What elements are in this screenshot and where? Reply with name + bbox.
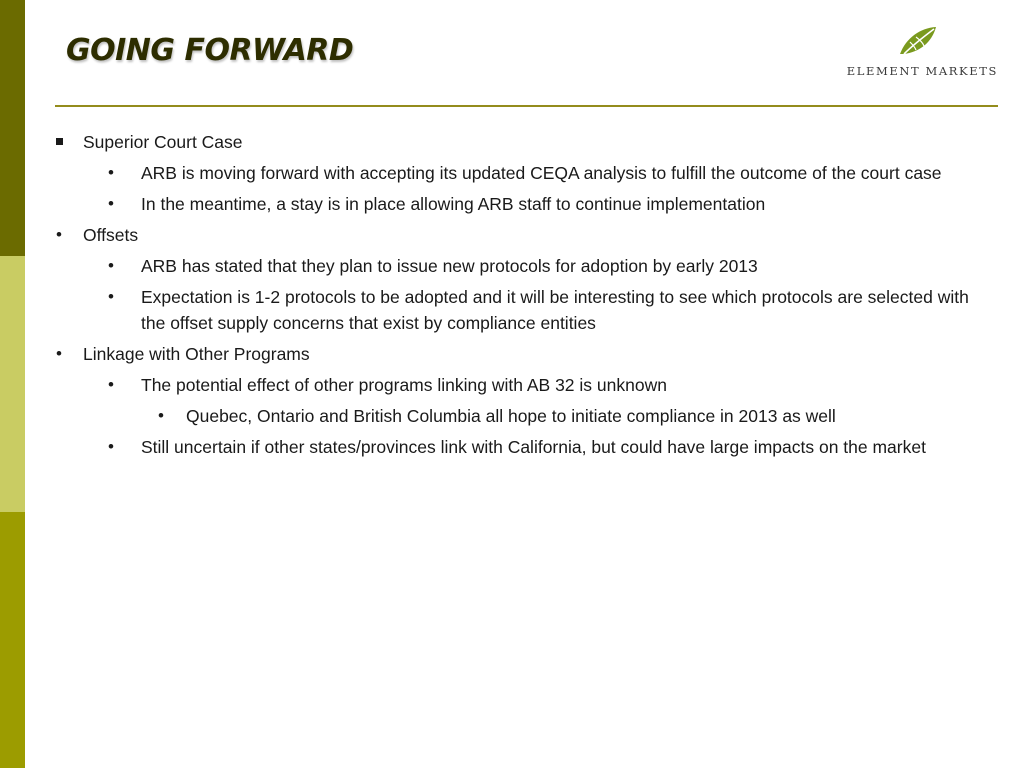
square-bullet-icon <box>56 138 63 145</box>
bullet-item-level-2 <box>56 191 986 217</box>
bullet-text: Expectation is 1-2 protocols to be adopted and it will be interesting to see which protocols are selected with the offset supply concerns that exist by compliance entities <box>141 287 969 333</box>
bullet-text: Superior Court Case <box>83 132 243 152</box>
dot-bullet-icon: • <box>56 344 62 363</box>
sidebar-accent-bottom <box>0 512 25 768</box>
slide-title: GOING FORWARD <box>66 33 354 68</box>
bullet-item-level-2 <box>56 253 986 279</box>
sidebar-accent-top <box>0 0 25 256</box>
sidebar-accent-middle <box>0 256 25 512</box>
title-divider <box>55 105 998 107</box>
bullet-text: ARB has stated that they plan to issue new protocols for adoption by early 2013 <box>141 256 758 276</box>
dot-bullet-icon: • <box>158 406 164 425</box>
bullet-text: Quebec, Ontario and British Columbia all hope to initiate compliance in 2013 as well <box>186 406 836 426</box>
bullet-item-level-2 <box>56 160 986 186</box>
dot-bullet-icon: • <box>108 194 114 213</box>
bullet-item-level-1 <box>56 129 986 155</box>
sidebar-accent <box>0 0 25 768</box>
dot-bullet-icon: • <box>108 163 114 182</box>
bullet-item-level-2 <box>56 434 986 460</box>
dot-bullet-icon: • <box>56 225 62 244</box>
dot-bullet-icon: • <box>108 256 114 275</box>
bullet-text: Offsets <box>83 225 139 245</box>
leaf-icon <box>896 24 938 58</box>
bullet-item-level-2 <box>56 284 986 336</box>
bullet-item-level-1 <box>56 341 986 367</box>
dot-bullet-icon: • <box>108 437 114 456</box>
bullet-item-level-3 <box>56 403 986 429</box>
company-logo <box>838 24 998 80</box>
dot-bullet-icon: • <box>108 375 114 394</box>
logo-wordmark: ELEMENT MARKETS <box>846 64 998 78</box>
bullet-text: Linkage with Other Programs <box>83 344 310 364</box>
bullet-text: Still uncertain if other states/provinces link with California, but could have large impacts on the market <box>141 437 926 457</box>
bullet-item-level-1 <box>56 222 986 248</box>
dot-bullet-icon: • <box>108 287 114 306</box>
bullet-item-level-2 <box>56 372 986 398</box>
bullet-text: In the meantime, a stay is in place allowing ARB staff to continue implementation <box>141 194 766 214</box>
bullet-text: ARB is moving forward with accepting its updated CEQA analysis to fulfill the outcome of the court case <box>141 163 942 183</box>
bullet-text: The potential effect of other programs linking with AB 32 is unknown <box>141 375 667 395</box>
bullet-list <box>56 129 986 465</box>
